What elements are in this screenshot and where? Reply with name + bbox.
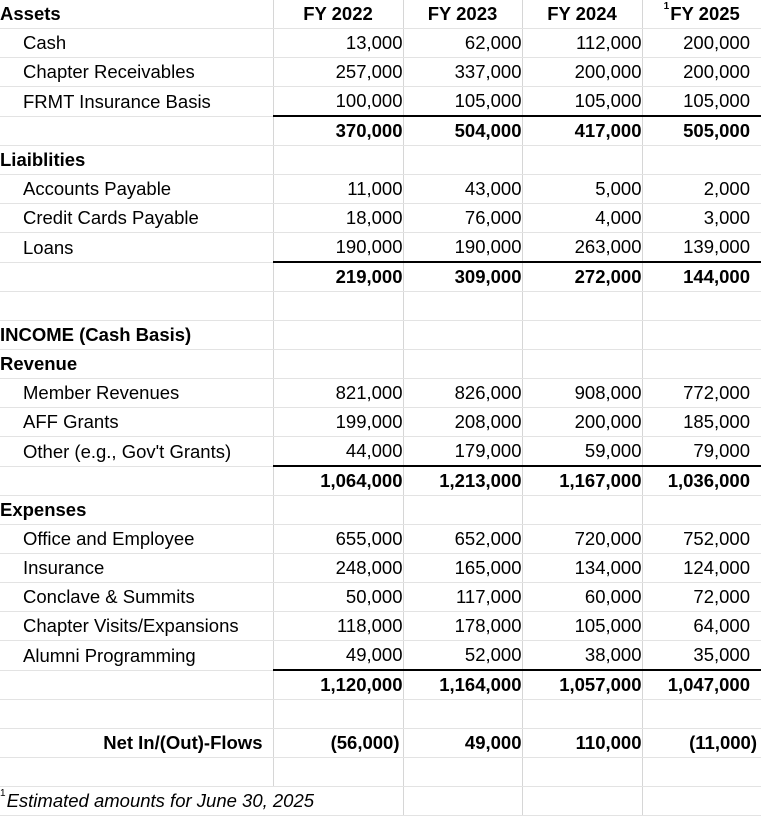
blank-row: [0, 292, 761, 321]
empty-cell: [642, 146, 761, 175]
expenses-total-row: [0, 670, 761, 700]
empty-cell: [0, 670, 273, 700]
cell-value: 752,000: [642, 525, 761, 554]
cell-value: 49,000: [273, 641, 403, 671]
cell-value: 134,000: [522, 554, 642, 583]
cell-value: 64,000: [642, 612, 761, 641]
cell-value: 821,000: [273, 379, 403, 408]
cell-value: 13,000: [273, 29, 403, 58]
total-value: 1,057,000: [522, 670, 642, 700]
cell-value: 3,000: [642, 204, 761, 233]
empty-cell: [403, 146, 522, 175]
cell-value: 826,000: [403, 379, 522, 408]
revenue-heading-row: [0, 350, 761, 379]
cell-value: 62,000: [403, 29, 522, 58]
cell-value: 165,000: [403, 554, 522, 583]
row-label: Credit Cards Payable: [0, 204, 273, 233]
total-value: 309,000: [403, 262, 522, 292]
row-label: FRMT Insurance Basis: [0, 87, 273, 117]
table-row: [0, 554, 761, 583]
row-label: AFF Grants: [0, 408, 273, 437]
footnote-marker: 1: [0, 788, 6, 799]
empty-cell: [273, 146, 403, 175]
cell-value: 105,000: [403, 87, 522, 117]
net-value: (56,000): [273, 729, 403, 758]
table-row: [0, 233, 761, 263]
cell-value: 105,000: [522, 87, 642, 117]
table-row: [0, 583, 761, 612]
income-heading: INCOME (Cash Basis): [0, 321, 273, 350]
net-flows-row: [0, 729, 761, 758]
net-value: 110,000: [522, 729, 642, 758]
cell-value: 178,000: [403, 612, 522, 641]
table-row: [0, 175, 761, 204]
cell-value: 50,000: [273, 583, 403, 612]
cell-value: 139,000: [642, 233, 761, 263]
row-label: Other (e.g., Gov't Grants): [0, 437, 273, 467]
cell-value: 200,000: [642, 29, 761, 58]
row-label: Conclave & Summits: [0, 583, 273, 612]
cell-value: 248,000: [273, 554, 403, 583]
cell-value: 652,000: [403, 525, 522, 554]
liabilities-total-row: [0, 262, 761, 292]
cell-value: 105,000: [642, 87, 761, 117]
table-row: [0, 379, 761, 408]
revenue-heading: Revenue: [0, 350, 273, 379]
cell-value: 117,000: [403, 583, 522, 612]
table-row: [0, 408, 761, 437]
cell-value: 200,000: [642, 58, 761, 87]
revenue-total-row: [0, 466, 761, 496]
year-header-2024: FY 2024: [522, 0, 642, 29]
row-label: Accounts Payable: [0, 175, 273, 204]
empty-cell: [522, 146, 642, 175]
net-flows-label: Net In/(Out)-Flows: [0, 729, 273, 758]
cell-value: 43,000: [403, 175, 522, 204]
cell-value: 185,000: [642, 408, 761, 437]
row-label: Cash: [0, 29, 273, 58]
total-value: 219,000: [273, 262, 403, 292]
cell-value: 208,000: [403, 408, 522, 437]
cell-value: 35,000: [642, 641, 761, 671]
row-label: Loans: [0, 233, 273, 263]
cell-value: 44,000: [273, 437, 403, 467]
assets-heading: Assets: [0, 0, 273, 29]
blank-row: [0, 758, 761, 787]
cell-value: 908,000: [522, 379, 642, 408]
cell-value: 4,000: [522, 204, 642, 233]
total-value: 272,000: [522, 262, 642, 292]
expenses-heading: Expenses: [0, 496, 273, 525]
cell-value: 190,000: [403, 233, 522, 263]
total-value: 505,000: [642, 116, 761, 146]
table-row: [0, 641, 761, 671]
cell-value: 59,000: [522, 437, 642, 467]
cell-value: 112,000: [522, 29, 642, 58]
liabilities-heading: Liaiblities: [0, 146, 273, 175]
empty-cell: [0, 262, 273, 292]
cell-value: 200,000: [522, 408, 642, 437]
row-label: Insurance: [0, 554, 273, 583]
total-value: 1,213,000: [403, 466, 522, 496]
cell-value: 76,000: [403, 204, 522, 233]
year-header-2025: $^1$FY 2025: [642, 0, 761, 29]
liabilities-heading-row: [0, 146, 761, 175]
cell-value: 5,000: [522, 175, 642, 204]
cell-value: 60,000: [522, 583, 642, 612]
total-value: 504,000: [403, 116, 522, 146]
footnote-text: Estimated amounts for June 30, 2025: [6, 790, 315, 811]
cell-value: 2,000: [642, 175, 761, 204]
total-value: 1,120,000: [273, 670, 403, 700]
empty-cell: [0, 116, 273, 146]
cell-value: 18,000: [273, 204, 403, 233]
footnote-marker: 1: [663, 1, 670, 12]
expenses-heading-row: [0, 496, 761, 525]
cell-value: 179,000: [403, 437, 522, 467]
cell-value: 79,000: [642, 437, 761, 467]
assets-total-row: [0, 116, 761, 146]
table-row: [0, 612, 761, 641]
header-row: [0, 0, 761, 29]
blank-row: [0, 700, 761, 729]
year-header-2022: FY 2022: [273, 0, 403, 29]
income-heading-row: [0, 321, 761, 350]
total-value: 1,047,000: [642, 670, 761, 700]
cell-value: 11,000: [273, 175, 403, 204]
total-value: 1,164,000: [403, 670, 522, 700]
cell-value: 100,000: [273, 87, 403, 117]
table-row: [0, 87, 761, 117]
cell-value: 720,000: [522, 525, 642, 554]
row-label: Chapter Receivables: [0, 58, 273, 87]
total-value: 370,000: [273, 116, 403, 146]
total-value: 1,036,000: [642, 466, 761, 496]
cell-value: 655,000: [273, 525, 403, 554]
cell-value: 190,000: [273, 233, 403, 263]
footnote: [0, 787, 403, 816]
total-value: 144,000: [642, 262, 761, 292]
table-row: [0, 437, 761, 467]
table-row: [0, 58, 761, 87]
table-row: [0, 525, 761, 554]
cell-value: 124,000: [642, 554, 761, 583]
cell-value: 38,000: [522, 641, 642, 671]
cell-value: 105,000: [522, 612, 642, 641]
cell-value: 52,000: [403, 641, 522, 671]
net-value: (11,000): [642, 729, 761, 758]
cell-value: 772,000: [642, 379, 761, 408]
total-value: 417,000: [522, 116, 642, 146]
cell-value: 72,000: [642, 583, 761, 612]
cell-value: 199,000: [273, 408, 403, 437]
table-row: [0, 204, 761, 233]
cell-value: 263,000: [522, 233, 642, 263]
cell-value: 200,000: [522, 58, 642, 87]
footnote-row: [0, 787, 761, 816]
row-label: Alumni Programming: [0, 641, 273, 671]
total-value: 1,064,000: [273, 466, 403, 496]
year-header-2023: FY 2023: [403, 0, 522, 29]
row-label: Member Revenues: [0, 379, 273, 408]
table-row: [0, 29, 761, 58]
empty-cell: [0, 466, 273, 496]
cell-value: 257,000: [273, 58, 403, 87]
net-value: 49,000: [403, 729, 522, 758]
row-label: Chapter Visits/Expansions: [0, 612, 273, 641]
row-label: Office and Employee: [0, 525, 273, 554]
total-value: 1,167,000: [522, 466, 642, 496]
cell-value: 118,000: [273, 612, 403, 641]
cell-value: 337,000: [403, 58, 522, 87]
